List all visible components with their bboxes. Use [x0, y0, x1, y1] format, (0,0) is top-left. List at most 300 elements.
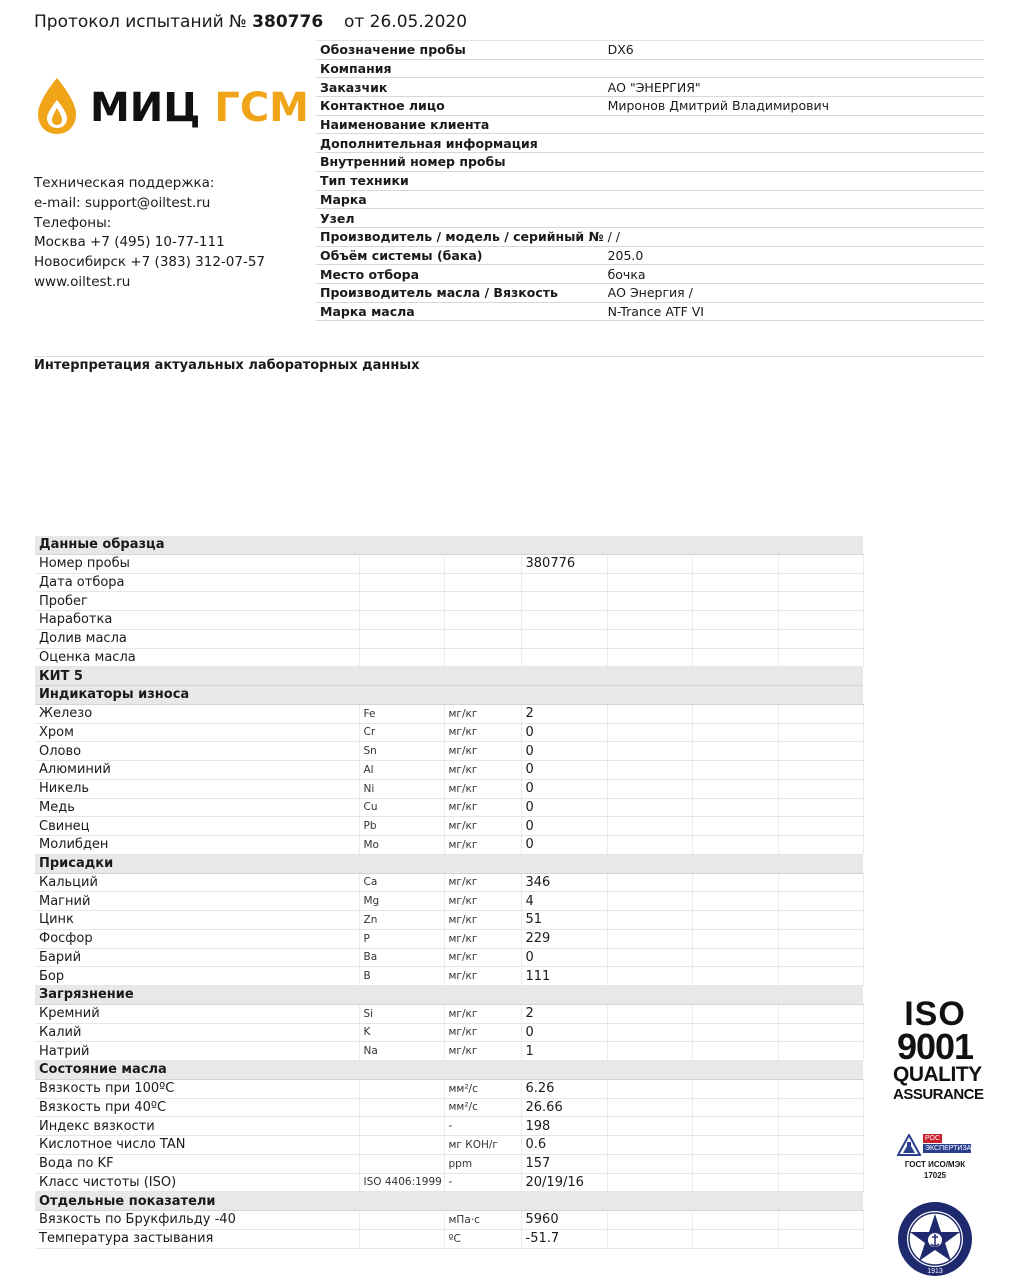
- unit: ppm: [444, 1154, 521, 1173]
- table-row: [35, 911, 863, 930]
- element-symbol: Cu: [359, 798, 444, 817]
- result-value: 26.66: [521, 1098, 607, 1117]
- empty-cell: [607, 573, 692, 592]
- element-symbol: [359, 1098, 444, 1117]
- empty-cell: [692, 967, 778, 986]
- info-label: Марка масла: [316, 302, 604, 321]
- empty-cell: [692, 1023, 778, 1042]
- empty-cell: [778, 629, 863, 648]
- parameter-name: Никель: [35, 779, 359, 798]
- empty-cell: [692, 836, 778, 855]
- unit: -: [444, 1117, 521, 1136]
- result-value: 0: [521, 817, 607, 836]
- parameter-name: Вода по KF: [35, 1154, 359, 1173]
- unit: мг/кг: [444, 873, 521, 892]
- parameter-name: Вязкость по Брукфильду -40: [35, 1211, 359, 1230]
- empty-cell: [778, 723, 863, 742]
- element-symbol: Mg: [359, 892, 444, 911]
- empty-cell: [692, 629, 778, 648]
- empty-cell: [778, 761, 863, 780]
- parameter-name: Наработка: [35, 611, 359, 630]
- empty-cell: [778, 929, 863, 948]
- unit: мг/кг: [444, 723, 521, 742]
- parameter-name: Цинк: [35, 911, 359, 930]
- empty-cell: [692, 704, 778, 723]
- info-label: Марка: [316, 190, 604, 209]
- info-label: Место отбора: [316, 265, 604, 284]
- empty-cell: [607, 929, 692, 948]
- element-symbol: Ba: [359, 948, 444, 967]
- element-symbol: [359, 1229, 444, 1248]
- parameter-name: Кремний: [35, 1004, 359, 1023]
- table-row: [35, 873, 863, 892]
- unit: мг/кг: [444, 704, 521, 723]
- empty-cell: [692, 1173, 778, 1192]
- result-value: 2: [521, 704, 607, 723]
- parameter-name: Магний: [35, 892, 359, 911]
- info-label: Узел: [316, 209, 604, 228]
- empty-cell: [692, 1229, 778, 1248]
- parameter-name: Класс чистоты (ISO): [35, 1173, 359, 1192]
- result-value: 0: [521, 723, 607, 742]
- parameter-name: Калий: [35, 1023, 359, 1042]
- unit: [444, 554, 521, 573]
- unit: мг/кг: [444, 911, 521, 930]
- info-label: Обозначение пробы: [316, 41, 604, 60]
- iso-9001-badge: [893, 995, 984, 1103]
- section-title: Состояние масла: [35, 1061, 863, 1080]
- ros-badge-top-2: ЭКСПЕРТИЗА: [925, 1145, 972, 1152]
- seal-year: 1913: [927, 1268, 943, 1275]
- element-symbol: Na: [359, 1042, 444, 1061]
- result-value: 20/19/16: [521, 1173, 607, 1192]
- empty-cell: [692, 1117, 778, 1136]
- unit: [444, 573, 521, 592]
- element-symbol: Al: [359, 761, 444, 780]
- section-header: [35, 667, 863, 686]
- empty-cell: [607, 1098, 692, 1117]
- iso-badge-line-1: ISO: [904, 995, 966, 1033]
- empty-cell: [607, 1229, 692, 1248]
- empty-cell: [607, 1023, 692, 1042]
- parameter-name: Олово: [35, 742, 359, 761]
- element-symbol: [359, 1211, 444, 1230]
- iso-badge-line-4: ASSURANCE: [893, 1086, 984, 1103]
- empty-cell: [692, 742, 778, 761]
- section-header: [35, 1061, 863, 1080]
- info-row: [316, 227, 984, 246]
- section-header: [35, 986, 863, 1005]
- info-row: [316, 209, 984, 228]
- empty-cell: [607, 742, 692, 761]
- parameter-name: Медь: [35, 798, 359, 817]
- result-value: [521, 629, 607, 648]
- result-value: 0: [521, 1023, 607, 1042]
- empty-cell: [607, 1173, 692, 1192]
- parameter-name: Железо: [35, 704, 359, 723]
- table-row: [35, 611, 863, 630]
- table-row: [35, 723, 863, 742]
- result-value: 111: [521, 967, 607, 986]
- table-row: [35, 742, 863, 761]
- empty-cell: [607, 892, 692, 911]
- info-row: [316, 115, 984, 134]
- result-value: 1: [521, 1042, 607, 1061]
- result-value: [521, 592, 607, 611]
- result-value: 0: [521, 779, 607, 798]
- report-title: [34, 12, 467, 32]
- info-row: [316, 153, 984, 172]
- empty-cell: [692, 723, 778, 742]
- element-symbol: [359, 573, 444, 592]
- parameter-name: Свинец: [35, 817, 359, 836]
- result-value: 6.26: [521, 1079, 607, 1098]
- info-value: Миронов Дмитрий Владимирович: [604, 97, 984, 116]
- empty-cell: [607, 761, 692, 780]
- info-row: [316, 97, 984, 116]
- element-symbol: [359, 1136, 444, 1155]
- parameter-name: Хром: [35, 723, 359, 742]
- table-row: [35, 573, 863, 592]
- empty-cell: [692, 592, 778, 611]
- empty-cell: [607, 817, 692, 836]
- info-value: [604, 59, 984, 78]
- parameter-name: Оценка масла: [35, 648, 359, 667]
- empty-cell: [607, 592, 692, 611]
- empty-cell: [692, 779, 778, 798]
- unit: [444, 629, 521, 648]
- ros-badge-top-1: РОС: [925, 1135, 941, 1142]
- maritime-register-seal-icon: [896, 1200, 974, 1278]
- empty-cell: [692, 873, 778, 892]
- support-heading: Техническая поддержка:: [34, 175, 215, 191]
- table-row: [35, 1136, 863, 1155]
- element-symbol: ISO 4406:1999: [359, 1173, 444, 1192]
- result-value: 0: [521, 948, 607, 967]
- report-title-prefix: Протокол испытаний №: [34, 12, 247, 32]
- table-row: [35, 948, 863, 967]
- table-row: [35, 929, 863, 948]
- parameter-name: Долив масла: [35, 629, 359, 648]
- info-value: бочка: [604, 265, 984, 284]
- info-label: Тип техники: [316, 171, 604, 190]
- table-row: [35, 1229, 863, 1248]
- table-row: [35, 1117, 863, 1136]
- section-header: [35, 686, 863, 705]
- info-row: [316, 134, 984, 153]
- info-row: [316, 59, 984, 78]
- empty-cell: [778, 573, 863, 592]
- unit: мг/кг: [444, 817, 521, 836]
- empty-cell: [778, 967, 863, 986]
- ros-expertiza-badge: [893, 1132, 977, 1184]
- element-symbol: Cr: [359, 723, 444, 742]
- empty-cell: [778, 873, 863, 892]
- empty-cell: [607, 611, 692, 630]
- result-value: 198: [521, 1117, 607, 1136]
- info-value: [604, 190, 984, 209]
- empty-cell: [607, 1117, 692, 1136]
- result-value: 346: [521, 873, 607, 892]
- empty-cell: [607, 629, 692, 648]
- empty-cell: [692, 1154, 778, 1173]
- unit: мг/кг: [444, 967, 521, 986]
- result-value: 157: [521, 1154, 607, 1173]
- parameter-name: Вязкость при 40ºC: [35, 1098, 359, 1117]
- info-row: [316, 283, 984, 302]
- empty-cell: [778, 1211, 863, 1230]
- interpretation-divider: [34, 356, 984, 357]
- company-logo: [34, 76, 309, 138]
- logo-part-2: ГСМ: [214, 85, 309, 131]
- result-value: 0: [521, 761, 607, 780]
- info-row: [316, 41, 984, 60]
- report-date: от 26.05.2020: [343, 12, 468, 32]
- element-symbol: K: [359, 1023, 444, 1042]
- empty-cell: [692, 573, 778, 592]
- report-number: 380776: [252, 12, 324, 32]
- info-label: Компания: [316, 59, 604, 78]
- info-row: [316, 302, 984, 321]
- empty-cell: [778, 648, 863, 667]
- table-row: [35, 629, 863, 648]
- result-value: [521, 573, 607, 592]
- info-row: [316, 265, 984, 284]
- sample-info-table: [316, 40, 984, 321]
- result-value: 380776: [521, 554, 607, 573]
- info-label: Наименование клиента: [316, 115, 604, 134]
- result-value: 0.6: [521, 1136, 607, 1155]
- element-symbol: [359, 611, 444, 630]
- section-header: [35, 1192, 863, 1211]
- table-row: [35, 761, 863, 780]
- empty-cell: [607, 911, 692, 930]
- empty-cell: [607, 836, 692, 855]
- unit: мг/кг: [444, 779, 521, 798]
- info-value: DX6: [604, 41, 984, 60]
- element-symbol: Si: [359, 1004, 444, 1023]
- empty-cell: [692, 929, 778, 948]
- logo-wordmark: [90, 82, 309, 134]
- empty-cell: [778, 611, 863, 630]
- parameter-name: Кальций: [35, 873, 359, 892]
- parameter-name: Алюминий: [35, 761, 359, 780]
- element-symbol: Mo: [359, 836, 444, 855]
- info-label: Контактное лицо: [316, 97, 604, 116]
- unit: мг/кг: [444, 742, 521, 761]
- element-symbol: Fe: [359, 704, 444, 723]
- result-value: 51: [521, 911, 607, 930]
- unit: мг/кг: [444, 1042, 521, 1061]
- empty-cell: [778, 836, 863, 855]
- empty-cell: [607, 1004, 692, 1023]
- unit: мг/кг: [444, 798, 521, 817]
- empty-cell: [692, 554, 778, 573]
- empty-cell: [778, 1042, 863, 1061]
- empty-cell: [692, 1079, 778, 1098]
- empty-cell: [607, 1136, 692, 1155]
- section-title: Индикаторы износа: [35, 686, 863, 705]
- info-label: Производитель масла / Вязкость: [316, 283, 604, 302]
- section-header: [35, 854, 863, 873]
- unit: мм²/с: [444, 1079, 521, 1098]
- empty-cell: [778, 1173, 863, 1192]
- unit: мг/кг: [444, 836, 521, 855]
- support-phones-heading: Телефоны:: [34, 214, 112, 231]
- result-value: 4: [521, 892, 607, 911]
- result-value: 229: [521, 929, 607, 948]
- info-value: N-Trance ATF VI: [604, 302, 984, 321]
- empty-cell: [778, 948, 863, 967]
- table-row: [35, 1023, 863, 1042]
- empty-cell: [692, 1098, 778, 1117]
- empty-cell: [778, 1117, 863, 1136]
- empty-cell: [778, 1136, 863, 1155]
- empty-cell: [607, 554, 692, 573]
- empty-cell: [607, 1042, 692, 1061]
- unit: ºC: [444, 1229, 521, 1248]
- empty-cell: [692, 817, 778, 836]
- empty-cell: [692, 761, 778, 780]
- info-row: [316, 190, 984, 209]
- table-row: [35, 1079, 863, 1098]
- empty-cell: [778, 1098, 863, 1117]
- empty-cell: [692, 648, 778, 667]
- element-symbol: Zn: [359, 911, 444, 930]
- element-symbol: B: [359, 967, 444, 986]
- empty-cell: [607, 1079, 692, 1098]
- lab-results-table: [35, 536, 864, 1249]
- unit: мг/кг: [444, 761, 521, 780]
- empty-cell: [607, 704, 692, 723]
- info-value: АО Энергия /: [604, 283, 984, 302]
- ros-badge-line-1: ГОСТ ИСО/МЭК: [904, 1160, 966, 1169]
- result-value: 0: [521, 798, 607, 817]
- logo-part-1: МИЦ: [90, 85, 201, 131]
- table-row: [35, 1173, 863, 1192]
- table-row: [35, 704, 863, 723]
- parameter-name: Температура застывания: [35, 1229, 359, 1248]
- ros-badge-line-2: 17025: [923, 1171, 947, 1180]
- empty-cell: [607, 873, 692, 892]
- parameter-name: Индекс вязкости: [35, 1117, 359, 1136]
- info-value: 205.0: [604, 246, 984, 265]
- support-email[interactable]: e-mail: support@oiltest.ru: [34, 194, 211, 211]
- support-website[interactable]: www.oiltest.ru: [34, 273, 131, 290]
- parameter-name: Дата отбора: [35, 573, 359, 592]
- element-symbol: Pb: [359, 817, 444, 836]
- info-label: Производитель / модель / серийный №: [316, 227, 604, 246]
- table-row: [35, 1211, 863, 1230]
- info-row: [316, 246, 984, 265]
- empty-cell: [778, 817, 863, 836]
- empty-cell: [778, 742, 863, 761]
- parameter-name: Бор: [35, 967, 359, 986]
- info-value: [604, 153, 984, 172]
- support-contacts: [34, 174, 265, 293]
- empty-cell: [778, 704, 863, 723]
- unit: мг/кг: [444, 948, 521, 967]
- support-phone-moscow: Москва +7 (495) 10-77-111: [34, 234, 225, 251]
- table-row: [35, 967, 863, 986]
- empty-cell: [778, 1154, 863, 1173]
- empty-cell: [778, 1023, 863, 1042]
- info-row: [316, 78, 984, 97]
- empty-cell: [607, 1211, 692, 1230]
- parameter-name: Вязкость при 100ºC: [35, 1079, 359, 1098]
- section-title: Присадки: [35, 854, 863, 873]
- parameter-name: Натрий: [35, 1042, 359, 1061]
- empty-cell: [692, 1042, 778, 1061]
- empty-cell: [778, 592, 863, 611]
- parameter-name: Пробег: [35, 592, 359, 611]
- info-label: Заказчик: [316, 78, 604, 97]
- table-row: [35, 554, 863, 573]
- table-row: [35, 779, 863, 798]
- iso-badge-line-3: QUALITY: [893, 1063, 982, 1086]
- empty-cell: [778, 1229, 863, 1248]
- info-label: Внутренний номер пробы: [316, 153, 604, 172]
- empty-cell: [778, 1004, 863, 1023]
- interpretation-title: Интерпретация актуальных лабораторных данных: [34, 358, 420, 373]
- result-value: [521, 648, 607, 667]
- info-value: [604, 115, 984, 134]
- parameter-name: Кислотное число TAN: [35, 1136, 359, 1155]
- info-value: [604, 134, 984, 153]
- empty-cell: [607, 798, 692, 817]
- element-symbol: [359, 648, 444, 667]
- table-row: [35, 892, 863, 911]
- info-value: / /: [604, 227, 984, 246]
- parameter-name: Номер пробы: [35, 554, 359, 573]
- table-row: [35, 798, 863, 817]
- table-row: [35, 592, 863, 611]
- empty-cell: [607, 648, 692, 667]
- iso-badge-line-2: 9001: [896, 1026, 974, 1067]
- section-title: Отдельные показатели: [35, 1192, 863, 1211]
- table-row: [35, 1042, 863, 1061]
- empty-cell: [778, 779, 863, 798]
- info-value: [604, 171, 984, 190]
- info-value: [604, 209, 984, 228]
- element-symbol: Ni: [359, 779, 444, 798]
- unit: [444, 592, 521, 611]
- empty-cell: [692, 1136, 778, 1155]
- unit: мг/кг: [444, 1023, 521, 1042]
- empty-cell: [607, 967, 692, 986]
- table-row: [35, 836, 863, 855]
- empty-cell: [692, 611, 778, 630]
- element-symbol: [359, 592, 444, 611]
- unit: мг/кг: [444, 892, 521, 911]
- empty-cell: [778, 1079, 863, 1098]
- element-symbol: [359, 554, 444, 573]
- result-value: [521, 611, 607, 630]
- empty-cell: [692, 798, 778, 817]
- unit: мм²/с: [444, 1098, 521, 1117]
- empty-cell: [607, 948, 692, 967]
- element-symbol: [359, 1079, 444, 1098]
- table-row: [35, 1098, 863, 1117]
- empty-cell: [692, 892, 778, 911]
- empty-cell: [778, 892, 863, 911]
- info-label: Объём системы (бака): [316, 246, 604, 265]
- result-value: 0: [521, 742, 607, 761]
- element-symbol: Ca: [359, 873, 444, 892]
- table-row: [35, 817, 863, 836]
- parameter-name: Барий: [35, 948, 359, 967]
- unit: -: [444, 1173, 521, 1192]
